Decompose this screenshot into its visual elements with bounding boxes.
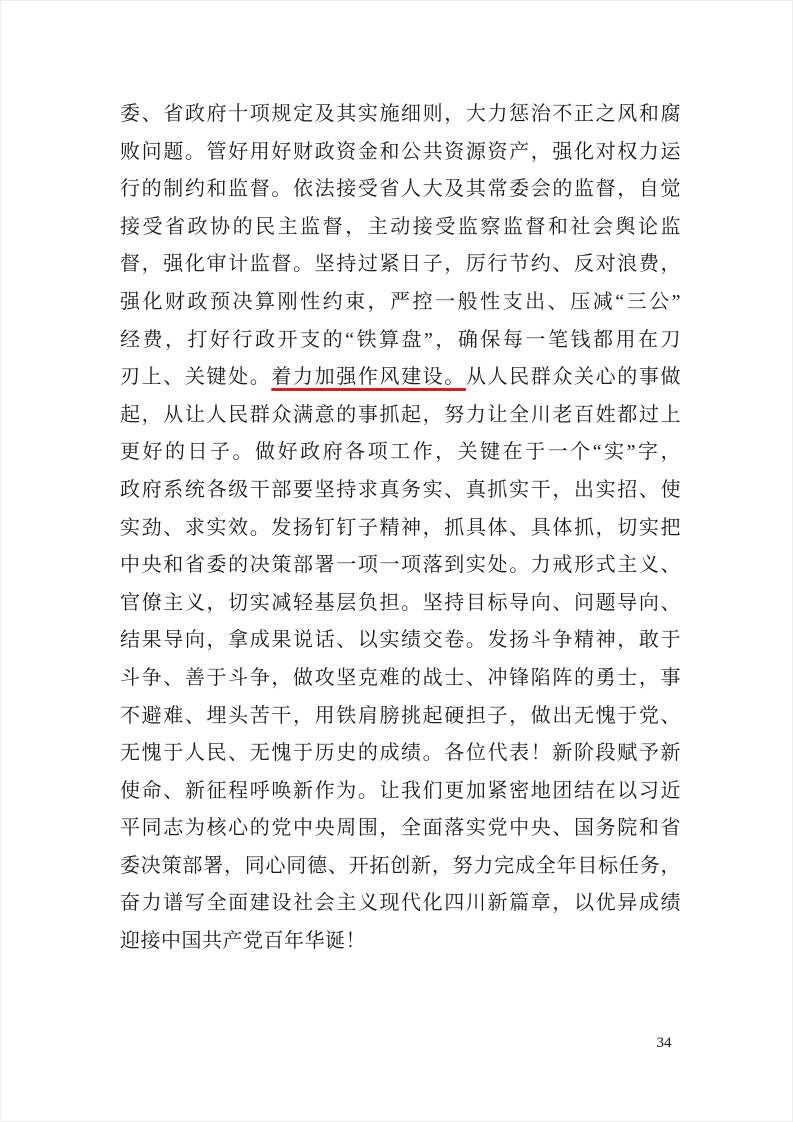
text-line: 中央和省委的决策部署一项一项落到实处。力戒形式主义、 [120, 554, 681, 577]
text-line: 不避难、埋头苦干，用铁肩膀挑起硬担子，做出无愧于党、 [120, 704, 681, 727]
text-line: 政府系统各级干部要坚持求真务实、真抓实干，出实招、使 [120, 478, 681, 501]
text-line: 无愧于人民、无愧于历史的成绩。各位代表！新阶段赋予新 [120, 742, 681, 765]
text-segment: 刃上、关键处。 [120, 366, 272, 389]
text-line-with-emphasis [120, 359, 681, 397]
text-line: 行的制约和监督。依法接受省人大及其常委会的监督，自觉 [120, 178, 681, 201]
text-line: 更好的日子。做好政府各项工作，关键在于一个“实”字， [120, 441, 681, 464]
text-line: 结果导向，拿成果说话、以实绩交卷。发扬斗争精神，敢于 [120, 629, 681, 652]
text-line: 接受省政协的民主监督，主动接受监察监督和社会舆论监 [120, 215, 681, 238]
text-line: 起，从让人民群众满意的事抓起，努力让全川老百姓都过上 [120, 403, 681, 426]
text-line: 迎接中国共产党百年华诞！ [120, 930, 366, 953]
text-segment: 从人民群众关心的事做 [465, 366, 682, 389]
document-text [120, 96, 681, 961]
text-line: 督，强化审计监督。坚持过紧日子，厉行节约、反对浪费， [120, 253, 681, 276]
text-line: 官僚主义，切实减轻基层负担。坚持目标导向、问题导向、 [120, 591, 681, 614]
text-line: 经费，打好行政开支的“铁算盘”，确保每一笔钱都用在刀 [120, 328, 681, 351]
page-number: 34 [656, 1035, 672, 1051]
text-line: 委、省政府十项规定及其实施细则，大力惩治不正之风和腐 [120, 103, 681, 125]
text-line: 平同志为核心的党中央周围，全面落实党中央、国务院和省 [120, 817, 681, 840]
text-line: 使命、新征程呼唤新作为。让我们更加紧密地团结在以习近 [120, 779, 681, 802]
text-line: 斗争、善于斗争，做攻坚克难的战士、冲锋陷阵的勇士，事 [120, 666, 681, 689]
text-line: 奋力谱写全面建设社会主义现代化四川新篇章，以优异成绩 [120, 892, 681, 915]
text-line: 败问题。管好用好财政资金和公共资源资产，强化对权力运 [120, 140, 681, 163]
text-line: 强化财政预决算刚性约束，严控一般性支出、压减“三公” [120, 290, 681, 313]
text-line: 实劲、求实效。发扬钉钉子精神，抓具体、具体抓，切实把 [120, 516, 681, 539]
red-underlined-phrase: 着力加强作风建设。 [271, 366, 466, 389]
text-line: 委决策部署，同心同德、开拓创新，努力完成全年目标任务， [120, 854, 681, 877]
